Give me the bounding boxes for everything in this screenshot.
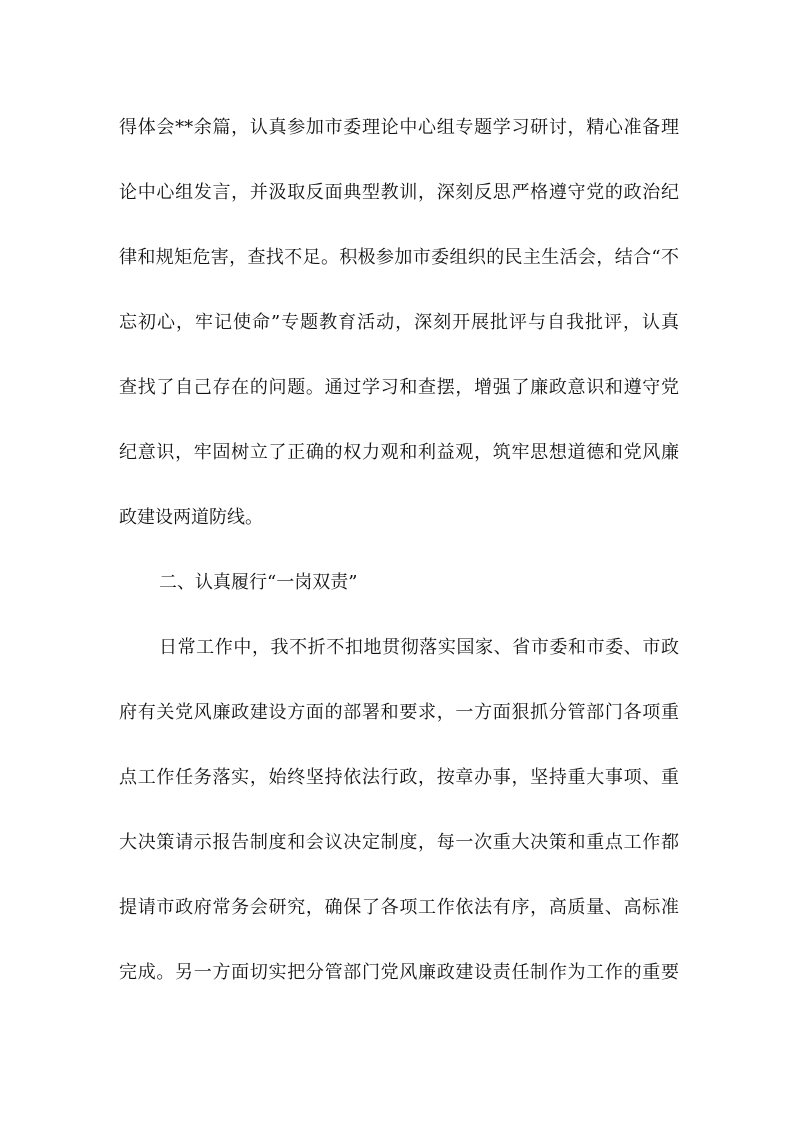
paragraph-2-line-4: 大决策请示报告制度和会议决定制度，每一次重大决策和重点工作都 (119, 832, 679, 853)
paragraph-1-line-6: 纪意识，牢固树立了正确的权力观和利益观，筑牢思想道德和党风廉 (119, 442, 679, 463)
paragraph-1-line-2: 论中心组发言，并汲取反面典型教训，深刻反思严格遵守党的政治纪 (119, 182, 679, 203)
paragraph-1-line-1: 得体会**余篇，认真参加市委理论中心组专题学习研讨，精心准备理 (119, 117, 679, 138)
paragraph-1-line-7: 政建设两道防线。 (119, 507, 263, 528)
paragraph-2-line-6: 完成。另一方面切实把分管部门党风廉政建设责任制作为工作的重要 (119, 962, 679, 983)
paragraph-1-line-4: 忘初心，牢记使命”专题教育活动，深刻开展批评与自我批评，认真 (119, 312, 679, 333)
paragraph-1-line-3: 律和规矩危害，查找不足。积极参加市委组织的民主生活会，结合“不 (119, 247, 679, 268)
paragraph-2-line-2: 府有关党风廉政建设方面的部署和要求，一方面狠抓分管部门各项重 (119, 702, 679, 723)
paragraph-2-line-1: 日常工作中，我不折不扣地贯彻落实国家、省市委和市委、市政 (159, 637, 679, 658)
paragraph-1-line-5: 查找了自己存在的问题。通过学习和查摆，增强了廉政意识和遵守党 (119, 377, 679, 398)
section-heading-2: 二、认真履行“一岗双责” (159, 572, 358, 593)
paragraph-2-line-3: 点工作任务落实，始终坚持依法行政，按章办事，坚持重大事项、重 (119, 767, 679, 788)
paragraph-2-line-5: 提请市政府常务会研究，确保了各项工作依法有序，高质量、高标准 (119, 897, 679, 918)
